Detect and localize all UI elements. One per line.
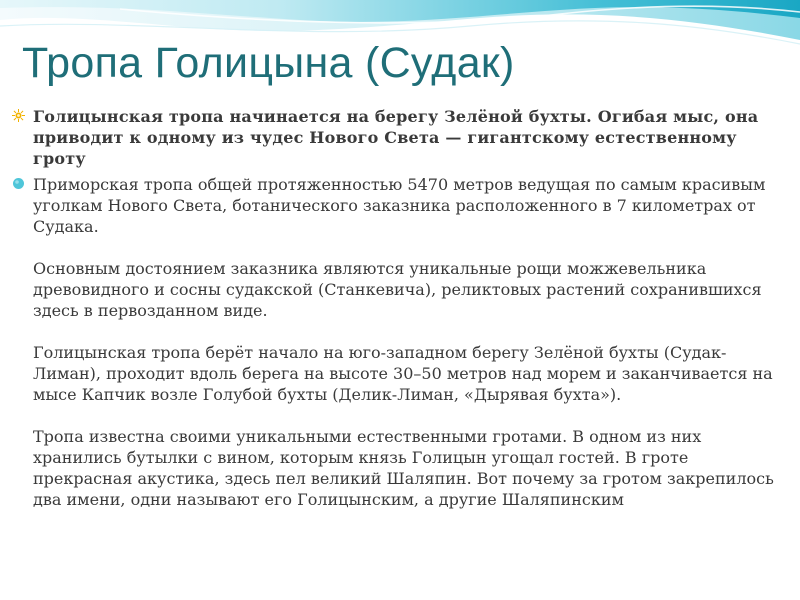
bullet-list — [12, 106, 782, 510]
sunburst-bullet-icon — [12, 109, 25, 122]
slide-title: Тропа Голицына (Судак) — [22, 39, 515, 87]
circle-bullet-icon — [12, 177, 25, 190]
bullet-2-paragraph-3: Голицынская тропа берёт начало на юго-западном берегу Зелёной бухты (Судак-Лиман), проходит вдоль берега на высоте 30–50 метров над морем и заканчивается на мысе Капчик возле Голубой бухты (Делик-Лиман, «Дырявая бухта»). — [33, 343, 773, 404]
bullet-item-1 — [12, 106, 782, 169]
bullet-1-text: Голицынская тропа начинается на берегу Зелёной бухты. Огибая мыс, она приводит к одному из чудес Нового Света — гигантскому естественному гроту — [33, 107, 759, 168]
bullet-2-paragraph-2: Основным достоянием заказника являются уникальные рощи можжевельника древовидного и сосны судакской (Станкевича), реликтовых растений сохранившихся здесь в первозданном виде. — [33, 259, 762, 320]
bullet-item-2 — [12, 174, 782, 510]
bullet-2-paragraph-4: Тропа известна своими уникальными естественными гротами. В одном из них хранились бутылки с вином, которым князь Голицын угощал гостей. В гроте прекрасная акустика, здесь пел великий Шаляпин. Вот почему за гротом закрепилось два имени, одни называют его Голицынским, а другие Шаляпинским — [33, 427, 774, 509]
bullet-2-paragraph-1: Приморская тропа общей протяженностью 5470 метров ведущая по самым красивым уголкам Нового Света, ботанического заказника расположенного в 7 километрах от Судака. — [33, 175, 766, 236]
